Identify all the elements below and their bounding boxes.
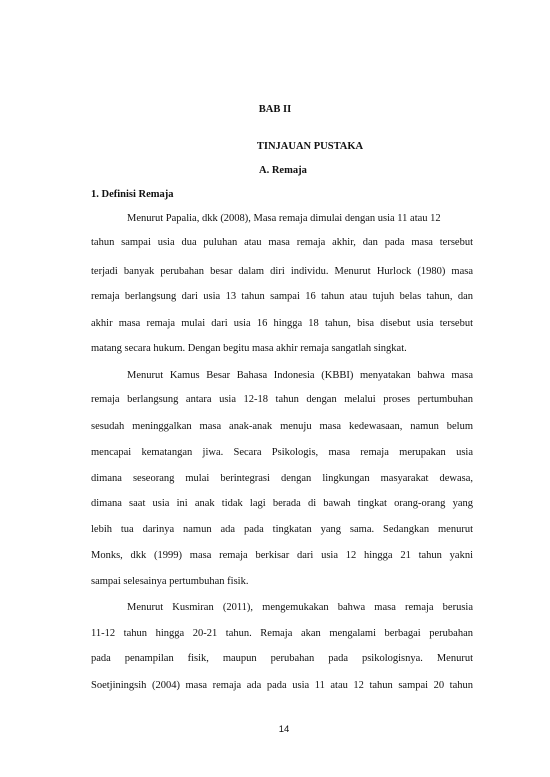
paragraph-line: Monks, dkk (1999) masa remaja berkisar dari usia 12 hingga 21 tahun yakni [91,550,473,561]
paragraph-line: Soetjiningsih (2004) masa remaja ada pada usia 11 atau 12 tahun sampai 20 tahun [91,680,473,691]
paragraph-line: sesudah meninggalkan masa anak-anak menuju masa kedewasaan, namun belum [91,421,473,432]
paragraph-line: matang secara hukum. Dengan begitu masa akhir remaja sangatlah singkat. [91,343,407,354]
paragraph-line: remaja berlangsung antara usia 12-18 tahun dengan melalui proses pertumbuhan [91,394,473,405]
paragraph-line: pada penampilan fisik, maupun perubahan pada psikologisnya. Menurut [91,653,473,664]
paragraph-line: sampai selesainya pertumbuhan fisik. [91,576,249,587]
paragraph-line: tahun sampai usia dua puluhan atau masa remaja akhir, dan pada masa tersebut [91,237,473,248]
paragraph-line: Menurut Kamus Besar Bahasa Indonesia (KBBI) menyatakan bahwa masa [127,370,473,381]
paragraph-line: lebih tua darinya namun ada pada tingkatan yang sama. Sedangkan menurut [91,524,473,535]
subsection-heading: 1. Definisi Remaja [91,189,174,200]
paragraph-line: akhir masa remaja mulai dari usia 16 hingga 18 tahun, bisa disebut usia tersebut [91,318,473,329]
paragraph-line: dimana seseorang mulai berintegrasi dengan lingkungan masyarakat dewasa, [91,473,473,484]
paragraph-line: remaja berlangsung dari usia 13 tahun sampai 16 tahun atau tujuh belas tahun, dan [91,291,473,302]
paragraph-line: 11-12 tahun hingga 20-21 tahun. Remaja akan mengalami berbagai perubahan [91,628,473,639]
paragraph-line: Menurut Papalia, dkk (2008), Masa remaja dimulai dengan usia 11 atau 12 [127,213,441,224]
page-number: 14 [278,724,290,735]
chapter-title: TINJAUAN PUSTAKA [256,141,364,152]
section-heading: A. Remaja [259,165,307,176]
paragraph-line: terjadi banyak perubahan besar dalam diri individu. Menurut Hurlock (1980) masa [91,266,473,277]
paragraph-line: dimana saat usia ini anak tidak lagi berada di bawah tingkat orang-orang yang [91,498,473,509]
paragraph-line: Menurut Kusmiran (2011), mengemukakan bahwa masa remaja berusia [127,602,473,613]
paragraph-line: mencapai kematangan jiwa. Secara Psikologis, masa remaja merupakan usia [91,447,473,458]
chapter-heading: BAB II [258,104,292,115]
